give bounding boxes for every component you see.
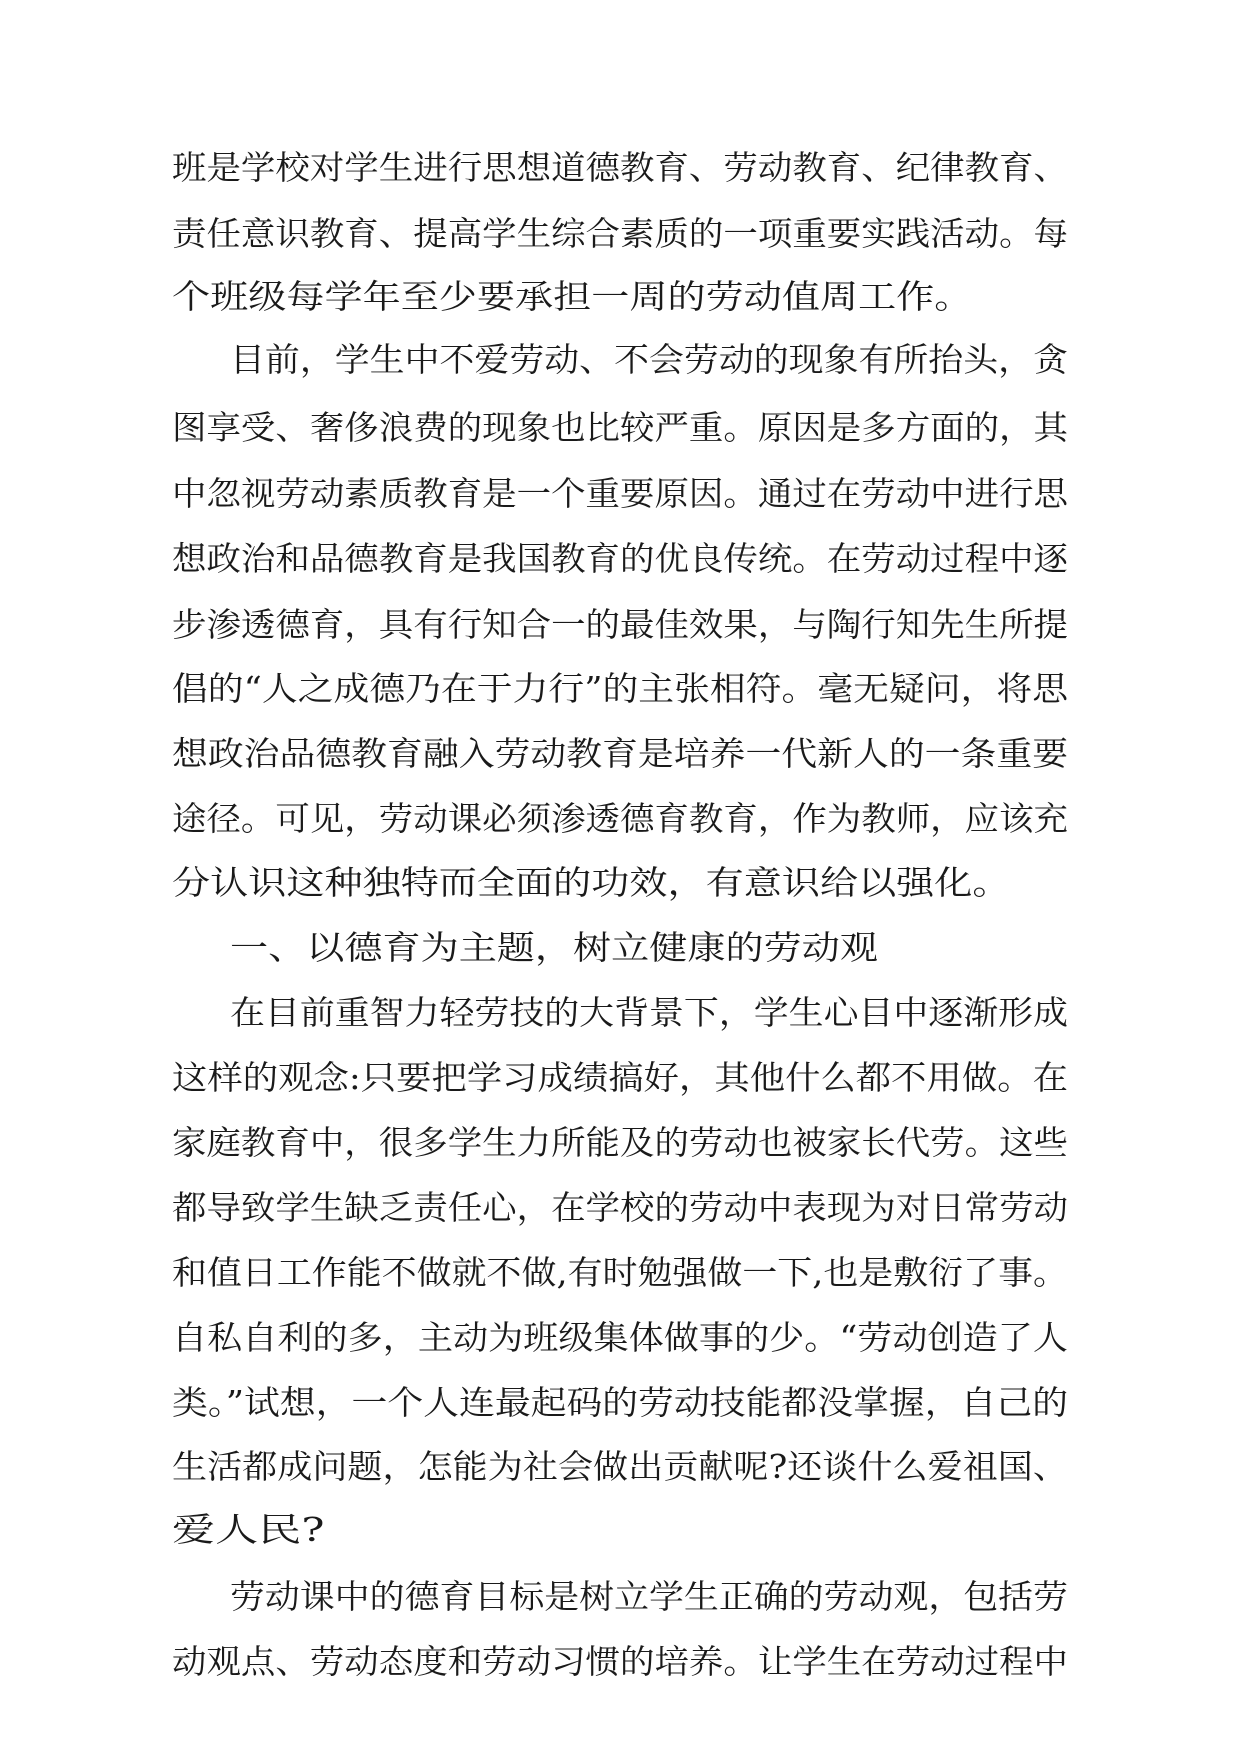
line-text: 劳动课中的德育目标是树立学生正确的劳动观，包括劳 bbox=[230, 1577, 1069, 1616]
text-line bbox=[0, 853, 1241, 913]
line-text: 都导致学生缺乏责任心，在学校的劳动中表现为对日常劳动 bbox=[172, 1188, 1069, 1227]
text-line bbox=[0, 1048, 1241, 1108]
section-heading bbox=[0, 918, 1241, 978]
line-text: 自私自利的多，主动为班级集体做事的少。“劳动创造了人 bbox=[172, 1318, 1069, 1357]
text-line bbox=[0, 1113, 1241, 1173]
text-line bbox=[0, 529, 1241, 589]
text-line bbox=[0, 1373, 1241, 1433]
line-text: 在目前重智力轻劳技的大背景下，学生心目中逐渐形成 bbox=[230, 993, 1069, 1032]
line-text: 倡的“人之成德乃在于力行”的主张相符。毫无疑问，将思 bbox=[172, 669, 1069, 708]
text-line bbox=[0, 595, 1241, 655]
text-line bbox=[0, 1437, 1241, 1497]
text-line bbox=[0, 398, 1241, 458]
line-text: 类。”试想，一个人连最起码的劳动技能都没掌握，自己的 bbox=[172, 1383, 1069, 1422]
line-text: 途径。可见，劳动课必须渗透德育教育，作为教师，应该充 bbox=[172, 799, 1069, 838]
line-text: 和值日工作能不做就不做,有时勉强做一下,也是敷衍了事。 bbox=[172, 1253, 1068, 1292]
line-text: 想政治和品德教育是我国教育的优良传统。在劳动过程中逐 bbox=[172, 539, 1069, 578]
text-line bbox=[0, 1308, 1241, 1368]
text-line bbox=[0, 1632, 1241, 1692]
line-text: 责任意识教育、提高学生综合素质的一项重要实践活动。每 bbox=[172, 214, 1069, 253]
line-text: 班是学校对学生进行思想道德教育、劳动教育、纪律教育、 bbox=[172, 148, 1069, 187]
line-text: 中忽视劳动素质教育是一个重要原因。通过在劳动中进行思 bbox=[172, 474, 1069, 513]
text-line bbox=[0, 724, 1241, 784]
text-line bbox=[0, 1567, 1241, 1627]
line-text: 家庭教育中，很多学生力所能及的劳动也被家长代劳。这些 bbox=[172, 1123, 1069, 1162]
line-text: 图享受、奢侈浪费的现象也比较严重。原因是多方面的，其 bbox=[172, 408, 1069, 447]
line-text: 想政治品德教育融入劳动教育是培养一代新人的一条重要 bbox=[172, 734, 1069, 773]
line-text: 个班级每学年至少要承担一周的劳动值周工作。 bbox=[172, 277, 973, 316]
line-text: 步渗透德育，具有行知合一的最佳效果，与陶行知先生所提 bbox=[172, 605, 1069, 644]
line-text: 分认识这种独特而全面的功效，有意识给以强化。 bbox=[172, 863, 1011, 902]
line-text: 爱人民? bbox=[172, 1510, 325, 1549]
line-text: 目前，学生中不爱劳动、不会劳动的现象有所抬头，贪 bbox=[230, 340, 1069, 379]
text-line bbox=[0, 204, 1241, 264]
text-line bbox=[0, 330, 1241, 390]
line-text: 这样的观念:只要把学习成绩搞好，其他什么都不用做。在 bbox=[172, 1058, 1068, 1097]
text-line bbox=[0, 789, 1241, 849]
text-line bbox=[0, 659, 1241, 719]
text-line bbox=[0, 983, 1241, 1043]
line-text: 生活都成问题，怎能为社会做出贡献呢?还谈什么爱祖国、 bbox=[172, 1447, 1068, 1486]
text-line bbox=[0, 464, 1241, 524]
section-heading-text: 一、以德育为主题，树立健康的劳动观 bbox=[230, 928, 878, 967]
text-line bbox=[0, 1243, 1241, 1303]
text-line bbox=[0, 1500, 1241, 1560]
line-text: 动观点、劳动态度和劳动习惯的培养。让学生在劳动过程中 bbox=[172, 1642, 1069, 1681]
text-line bbox=[0, 1178, 1241, 1238]
text-line bbox=[0, 138, 1241, 198]
text-line bbox=[0, 267, 1241, 327]
